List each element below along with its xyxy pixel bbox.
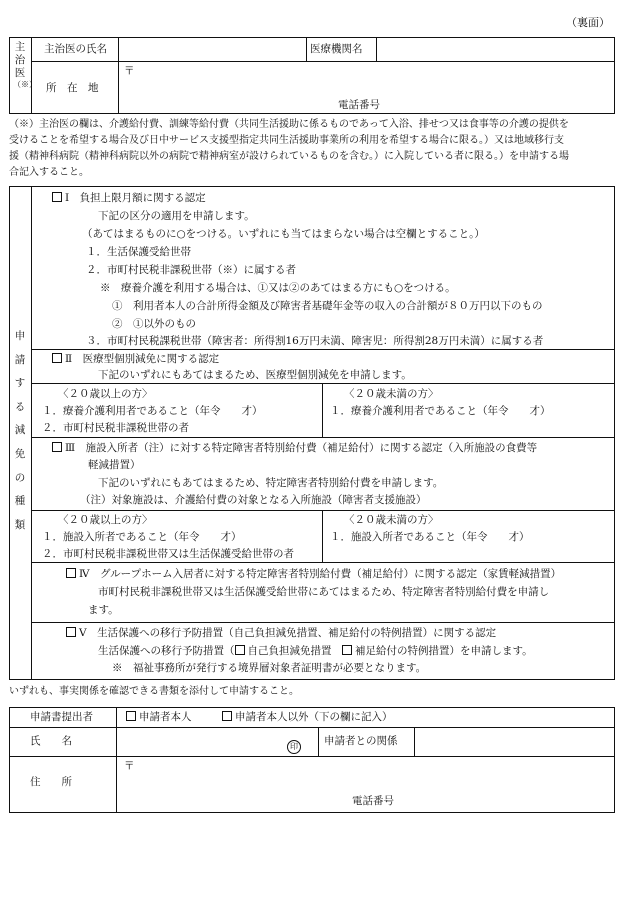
doctor-side-label: 主 治 医 （※） [13, 41, 37, 89]
relation-label: 申請者との関係 [324, 735, 398, 747]
doctor-phone-label: 電話番号 [338, 99, 380, 111]
section-3-checkbox[interactable] [52, 442, 62, 452]
attach-note: いずれも、事実関係を確認できる書類を添付して申請すること。 [9, 686, 299, 697]
submitter-phone-label: 電話番号 [352, 795, 394, 807]
submitter-address-label: 住 所 [30, 776, 72, 788]
section-4-checkbox[interactable] [66, 568, 76, 578]
section-2-checkbox[interactable] [52, 353, 62, 363]
section-4-title: Ⅳ グループホーム入居者に対する特定障害者特別給付費（補足給付）に関する認定（家賃軽減措置） [79, 568, 562, 580]
doctor-name-label: 主治医の氏名 [44, 43, 107, 55]
section-3-title: Ⅲ 施設入所者（注）に対する特定障害者特別給付費（補足給付）に関する認定（入所施設の食費等 [65, 442, 538, 454]
seal-mark: 印 [287, 734, 301, 754]
submitter-self-checkbox[interactable] [126, 711, 136, 721]
section-1-title: Ⅰ 負担上限月額に関する認定 [65, 192, 206, 204]
doctor-address-label: 所 在 地 [46, 82, 99, 94]
application-form-back: （裏面） 主 治 医 （※） 主治医の氏名 医療機関名 所 在 地 〒 電話番号 （※）主治医の欄は、介護給付費、訓練等給付費（共同生活援助に係るものであって入浴、排せつ又は食事等の介護の提供を 受けることを希望する場合及び日中サービス支援型指定共同生活援助事業所の利用を希望する場合に限る。）又は地域移行支 援（精神科病院（精神科病院以外の病院で精神病室が設けられているものを含む。）に入院している者に限る。）を申請する場 合記入すること。 申 請 す る 減 免 の 種 類 Ⅰ 負担上限月額に関する認定 下記の区分の適用を申請します。 （あてはまるものに○をつける。いずれにも当てはまらない場合は空欄とすること。） １．生活保護受給世帯 ２．市町村民税非課税世帯（※）に属する者 ※ 療養介護を利用する場合は、①又は②のあてはまる方にも○をつける。 ① 利用者本人の合計所得金額及び障害者基礎年金等の収入の合計額が８０万円以下のもの ② ①以外のもの ３．市町村民税課税世帯（障害者：所得割16万円未満、障害児：所得割28万円未満）に属する者 Ⅱ 医療型個別減免に関する認定 下記のいずれにもあてはまるため、医療型個別減免を申請します。 〈２０歳以上の方〉 １．療養介護利用者であること（年令 才） ２．市町村民税非課税世帯の者 〈２０歳未満の方〉 １．療養介護利用者であること（年令 才） Ⅲ 施設入所者（注）に対する特定障害者特別給付費（補足給付）に関する認定（入所施設の食費等 軽減措置） 下記のいずれにもあてはまるため、特定障害者特別給付費を申請します。 （注）対象施設は、介護給付費の対象となる入所施設（障害者支援施設） 〈２０歳以上の方〉 １．施設入所者であること（年令 才） ２．市町村民税非課税世帯又は生活保護受給世帯の者 〈２０歳未満の方〉 １．施設入所者であること（年令 才） Ⅳ グループホーム入居者に対する特定障害者特別給付費（補足給付）に関する認定（家賃軽減措置） 市町村民税非課税世帯又は生活保護受給世帯にあてはまるため、特定障害者特別給付費を申請し ます。 Ⅴ 生活保護への移行予防措置（自己負担減免措置、補足給付の特例措置）に関する認定 生活保護への移行予防措置（ 自己負担減免措置 補足給付の特例措置）を申請します。 ※ 福祉事務所が発行する境界層対象者証明書が必要となります。 いずれも、事実関係を確認できる書類を添付して申請すること。 申請書提出者 申請者本人 申請者本人以外（下の欄に記入） 氏 名 印 申請者との関係 〒 住 所 電話番号 [0, 0, 630, 903]
doctor-postal-mark: 〒 [124, 65, 135, 77]
submitter-name-label: 氏 名 [30, 735, 72, 747]
page-label: （裏面） [566, 16, 610, 29]
submitter-other-checkbox[interactable] [222, 711, 232, 721]
supplementary-benefit-checkbox[interactable] [342, 645, 352, 655]
submitter-postal-mark: 〒 [124, 760, 135, 772]
reduction-side-label: 申 請 す る 減 免 の 種 類 [14, 330, 26, 531]
institution-label: 医療機関名 [310, 43, 363, 55]
submitter-other-label: 申請者本人以外（下の欄に記入） [235, 711, 393, 723]
submitter-label: 申請書提出者 [30, 711, 93, 723]
section-1-checkbox[interactable] [52, 192, 62, 202]
section-2-title: Ⅱ 医療型個別減免に関する認定 [65, 353, 220, 365]
section-5-checkbox[interactable] [66, 627, 76, 637]
section-5-title: Ⅴ 生活保護への移行予防措置（自己負担減免措置、補足給付の特例措置）に関する認定 [79, 627, 497, 639]
submitter-self-label: 申請者本人 [139, 711, 192, 723]
self-pay-reduction-checkbox[interactable] [235, 645, 245, 655]
